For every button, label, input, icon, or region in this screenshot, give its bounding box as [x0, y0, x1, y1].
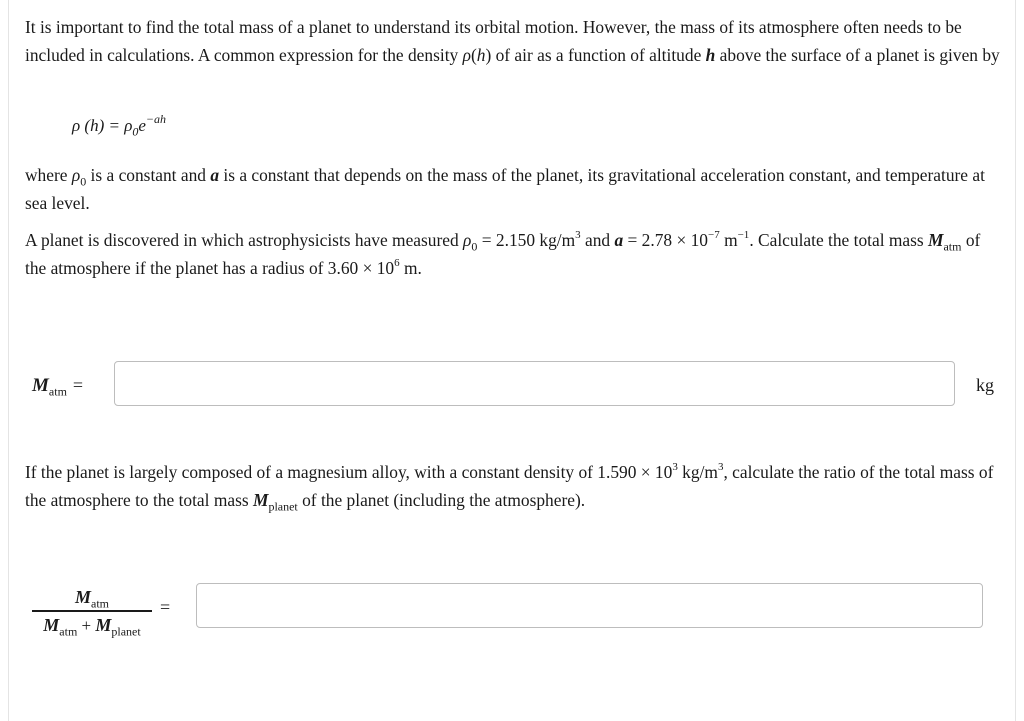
answer2-equals: = [160, 597, 171, 617]
numerator-var: M [74, 587, 91, 607]
formula-lhs: ρ (h) = ρ [72, 116, 133, 135]
frame-border-right [1015, 0, 1016, 721]
formula-base: e [138, 116, 146, 135]
denominator-sub2: planet [111, 623, 141, 638]
answer1-unit: kg [976, 375, 994, 395]
denominator-var2: M [95, 614, 112, 635]
given-text: A planet is discovered in which astrophysicists have measured $\rho_0 = 2.150$ $kg/m^3$ and $a = 2.78 \times 10^{-7}$ $m^{-1}$. Calculate the total mass $M_{atm}$ of the atmosphere if the planet has a radius of $3.60 \times 10^6$ m. [25, 229, 981, 278]
formula-exponent: −ah [145, 112, 167, 127]
problem-intro: It is important to find the total mass of a planet to understand its orbital motion. However, the mass of its atmosphere often needs to be included in calculations. A common expression for the density ρ(h) of air as a function of altitude h above the surface of a planet is given by [25, 17, 1000, 65]
numerator-sub: atm [91, 596, 109, 611]
atmosphere-mass-input[interactable] [114, 361, 955, 406]
denominator-sub1: atm [59, 623, 78, 638]
fraction-denominator [30, 612, 154, 638]
denominator-plus: + [81, 615, 92, 635]
mass-ratio-input[interactable] [196, 583, 983, 628]
answer1-var-sub: atm [48, 384, 67, 399]
denominator-var1: M [43, 614, 60, 635]
density-formula [72, 114, 166, 138]
answer1-label [32, 375, 83, 397]
where-text: where $\rho_0$ is a constant and a is a constant that depends on the mass of the planet, its gravitational acceleration constant, and temperature at sea level. [25, 165, 985, 213]
part2-text: If the planet is largely composed of a magnesium alloy, with a constant density of $1.590 \times 10^3$ $kg/m^3$, calculate the ratio of the total mass of the atmosphere to the total mass $M_{planet}$ of the planet (including the atmosphere). [25, 461, 994, 513]
fraction-numerator [30, 584, 154, 610]
ratio-fraction [30, 584, 154, 638]
frame-border-left [8, 0, 9, 721]
formula-lhs-sub: 0 [132, 124, 139, 139]
answer1-equals: = [72, 375, 84, 395]
answer1-var: M [32, 375, 49, 396]
